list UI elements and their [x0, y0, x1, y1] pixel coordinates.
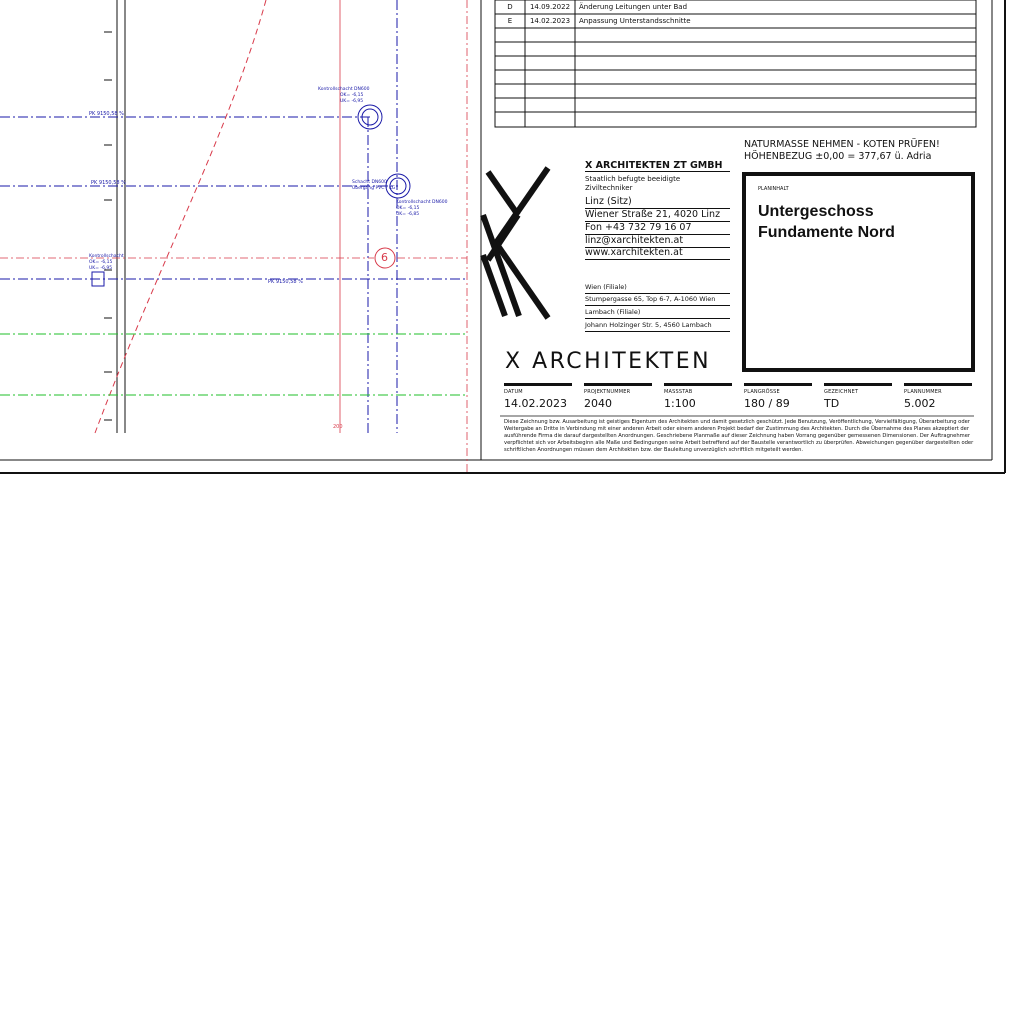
firm-phone: Fon +43 732 79 16 07: [585, 222, 730, 235]
manhole-label-1: Kontrollschacht DN600 OK= -6,15 UK= -6,95: [318, 87, 370, 104]
branch-wien-title: Wien (Filiale): [585, 282, 730, 294]
meta-projektnummer: PROJEKTNUMMER 2040: [584, 383, 652, 410]
meta-datum: DATUM 14.02.2023: [504, 383, 572, 410]
note-naturmasse: NATURMASSE NEHMEN - KOTEN PRÜFEN!: [744, 139, 940, 150]
dimension-label: 200: [333, 424, 343, 430]
plan-title: Untergeschoss Fundamente Nord: [758, 203, 895, 241]
copyright-disclaimer: Diese Zeichnung bzw. Ausarbeitung ist geistiges Eigentum des Architekten und damit gesetzlich geschützt. Jede Benutzung, Veröffentlichung, Vervielfältigung, Überarbeitung oder Weitergabe an Dritte in Verbindung mit einer anderen Arbeit oder einem anderen Projekt bedarf der Zustimmung des Architekten. Durch die Übernahme des Planes akzeptiert der ausführende Firma die darauf dargestellten Anordnungen. Geschriebene Planmaße auf dieser Zeichnung haben Vorrang gegenüber gemessenen Dimensionen. Der Auftragnehmer verpflichtet sich vor Arbeitsbeginn alle Maße und Bedingungen seine Arbeit betreffend auf der Baustelle verantwortlich zu überprüfen. Abweichungen gegenüber dargestellten oder schriftlichen Anordnungen müssen dem Architekten bzw. der Bauleitung unverzüglich schriftlich mitgeteilt werden.: [504, 419, 974, 453]
branch-lambach-title: Lambach (Filiale): [585, 307, 730, 319]
note-hoehenbezug: HÖHENBEZUG ±0,00 = 377,67 ü. Adria: [744, 151, 932, 162]
pipe-label-2: PK 9150,58 %: [91, 180, 126, 186]
plan-content-label: PLANINHALT: [758, 186, 789, 192]
firm-wordmark: X ARCHITEKTEN: [505, 349, 712, 374]
firm-address: Wiener Straße 21, 4020 Linz: [585, 209, 730, 222]
axis-marker-6: 6: [381, 251, 388, 264]
firm-email[interactable]: linz@xarchitekten.at: [585, 235, 730, 248]
meta-plangroesse: PLANGRÖSSE 180 / 89: [744, 383, 812, 410]
pipe-label-3: PK 9150,58 %: [268, 279, 303, 285]
pipe-label-1: PK 9150,58 %: [89, 111, 124, 117]
meta-gezeichnet: GEZEICHNET TD: [824, 383, 892, 410]
firm-website[interactable]: www.xarchitekten.at: [585, 247, 730, 260]
left-manhole-label: Kontrollschacht OK= -6,15 UK= -6,95: [89, 254, 124, 271]
revision-row: E 14.02.2023 Anpassung Unterstandsschnitte: [507, 17, 691, 25]
branch-wien-address: Stumpergasse 65, Top 6-7, A-1060 Wien: [585, 294, 730, 306]
revision-row: D 14.09.2022 Änderung Leitungen unter Bad: [507, 3, 688, 11]
manhole-label-2: Schacht DN600 Übergang PVC - KG: [352, 180, 396, 191]
branch-lambach-address: Johann Holzinger Str. 5, 4560 Lambach: [585, 320, 730, 332]
meta-massstab: MASSSTAB 1:100: [664, 383, 732, 410]
site-notes: [744, 139, 940, 163]
manhole-label-3: Kontrollschacht DN600 OK= -6,15 UK= -6,85: [396, 200, 448, 217]
firm-name: X ARCHITEKTEN ZT GMBH: [585, 160, 730, 172]
meta-plannummer: PLANNUMMER 5.002: [904, 383, 972, 410]
firm-subtitle: Staatlich befugte beeidigte Ziviltechniker: [585, 175, 681, 192]
firm-office: Linz (Sitz): [585, 196, 730, 209]
firm-logo-icon: [483, 168, 548, 318]
